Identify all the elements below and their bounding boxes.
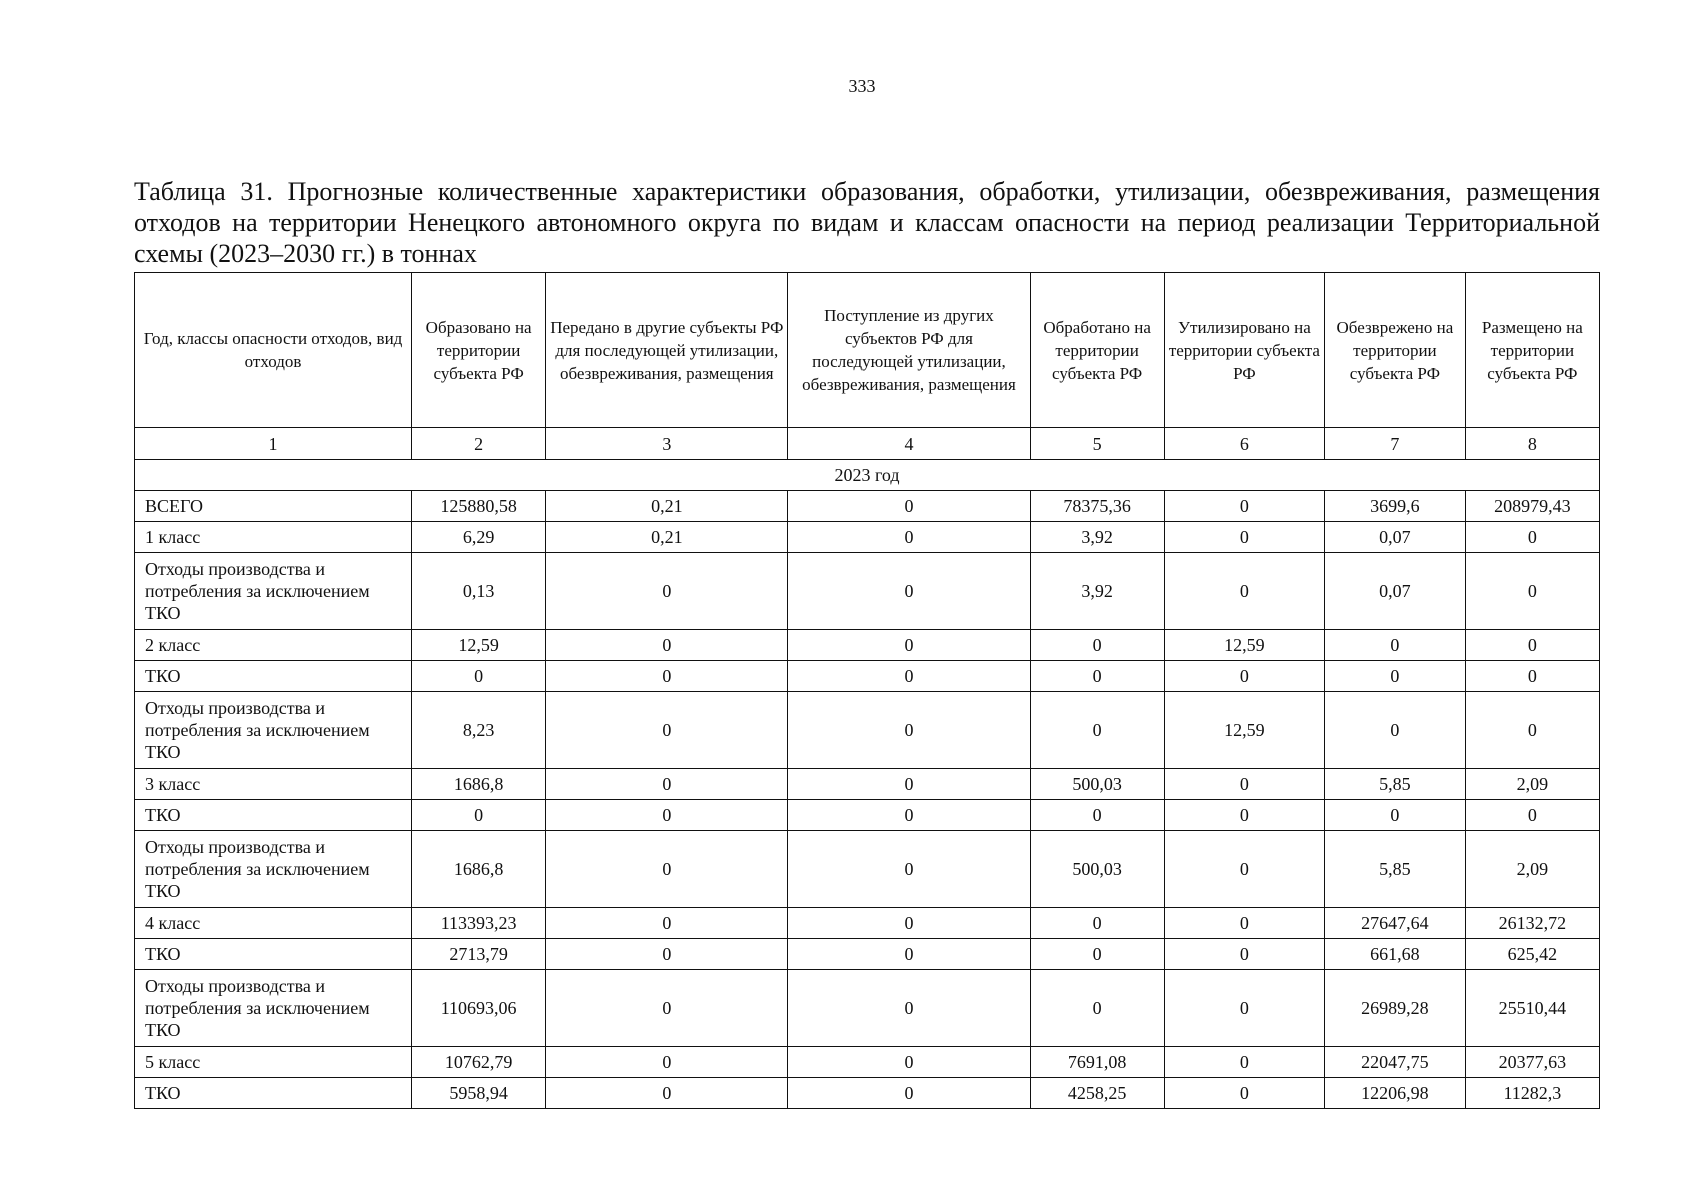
- table-row: [135, 769, 1600, 800]
- row-label-text: ТКО: [145, 805, 181, 825]
- table-row: [135, 553, 1600, 630]
- table-cell: 27647,64: [1325, 908, 1466, 939]
- table-cell: 11282,3: [1465, 1078, 1599, 1109]
- table-cell: 0: [1164, 1047, 1324, 1078]
- table-cell: 0: [1164, 491, 1324, 522]
- table-cell: 0: [788, 491, 1030, 522]
- column-number: 7: [1325, 428, 1466, 460]
- column-number-row: [135, 428, 1600, 460]
- table-cell: 0: [1325, 661, 1466, 692]
- table-row: [135, 630, 1600, 661]
- column-number: 3: [546, 428, 788, 460]
- table-cell: 2,09: [1465, 831, 1599, 908]
- table-cell: 0: [1164, 939, 1324, 970]
- table-cell: 3699,6: [1325, 491, 1466, 522]
- year-label: 2023 год: [135, 460, 1600, 491]
- table-cell: 0: [1030, 692, 1164, 769]
- table-cell: 0: [788, 630, 1030, 661]
- table-cell: 0: [1164, 970, 1324, 1047]
- table-cell: 0: [546, 970, 788, 1047]
- table-cell: 0: [1030, 661, 1164, 692]
- page-number: 333: [848, 76, 876, 96]
- row-label-text: 4 класс: [145, 913, 201, 933]
- table-cell: 0: [546, 553, 788, 630]
- table-cell: 500,03: [1030, 831, 1164, 908]
- row-label-text: 2 класс: [145, 635, 201, 655]
- row-label-text: ВСЕГО: [145, 496, 203, 516]
- row-label: [135, 1047, 412, 1078]
- row-label: [135, 831, 412, 908]
- row-label: [135, 970, 412, 1047]
- table-cell: 1686,8: [412, 769, 546, 800]
- table-row: [135, 831, 1600, 908]
- table-cell: 0: [546, 939, 788, 970]
- table-cell: 0: [788, 522, 1030, 553]
- table-cell: 0: [1465, 553, 1599, 630]
- row-label: [135, 692, 412, 769]
- row-label-text: ТКО: [145, 666, 181, 686]
- table-cell: 0: [1030, 970, 1164, 1047]
- table-cell: 20377,63: [1465, 1047, 1599, 1078]
- row-label-text: 3 класс: [145, 774, 201, 794]
- table-cell: 0: [1164, 1078, 1324, 1109]
- table-cell: 125880,58: [412, 491, 546, 522]
- table-row: [135, 661, 1600, 692]
- table-cell: 25510,44: [1465, 970, 1599, 1047]
- header-cell-8: Размещено на территории субъекта РФ: [1465, 273, 1599, 428]
- header-cell-3: Передано в другие субъекты РФ для последующей утилизации, обезвреживания, размещения: [546, 273, 788, 428]
- column-number: 6: [1164, 428, 1324, 460]
- table-cell: 3,92: [1030, 553, 1164, 630]
- table-cell: 0: [1465, 522, 1599, 553]
- table-cell: 0: [1164, 769, 1324, 800]
- table-cell: 78375,36: [1030, 491, 1164, 522]
- table-cell: 0: [788, 800, 1030, 831]
- table-cell: 0: [546, 908, 788, 939]
- table-cell: 0: [1164, 800, 1324, 831]
- table-cell: 500,03: [1030, 769, 1164, 800]
- header-row: [135, 273, 1600, 428]
- table-cell: 0: [1325, 692, 1466, 769]
- table-row: [135, 908, 1600, 939]
- table-row: [135, 522, 1600, 553]
- row-label: [135, 800, 412, 831]
- table-cell: 0: [1030, 800, 1164, 831]
- table-cell: 625,42: [1465, 939, 1599, 970]
- table-caption: Таблица 31. Прогнозные количественные характеристики образования, обработки, утилизации, обезвреживания, размещения отходов на территории Ненецкого автономного округа по видам и классам опасности на период реализации Территориальной схемы (2023–2030 гг.) в тоннах: [134, 177, 1600, 268]
- table-cell: 12,59: [1164, 692, 1324, 769]
- table-cell: 0: [788, 939, 1030, 970]
- column-number: 4: [788, 428, 1030, 460]
- column-number: 2: [412, 428, 546, 460]
- table-cell: 0: [1465, 692, 1599, 769]
- header-cell-6: Утилизировано на территории субъекта РФ: [1164, 273, 1324, 428]
- table-cell: 3,92: [1030, 522, 1164, 553]
- table-cell: 8,23: [412, 692, 546, 769]
- table-cell: 0: [412, 800, 546, 831]
- table-cell: 5958,94: [412, 1078, 546, 1109]
- table-cell: 0: [788, 1047, 1030, 1078]
- row-label: [135, 661, 412, 692]
- row-label: [135, 1078, 412, 1109]
- table-cell: 0: [1164, 553, 1324, 630]
- table-cell: 0: [1325, 630, 1466, 661]
- table-row: [135, 939, 1600, 970]
- table-cell: 661,68: [1325, 939, 1466, 970]
- row-label-text: ТКО: [145, 944, 181, 964]
- row-label-text: Отходы производства и потребления за исключением ТКО: [145, 698, 370, 762]
- table-cell: 0: [1030, 939, 1164, 970]
- table-cell: 110693,06: [412, 970, 546, 1047]
- table-cell: 0: [412, 661, 546, 692]
- row-label-text: ТКО: [145, 1083, 181, 1103]
- table-row: [135, 692, 1600, 769]
- row-label: [135, 939, 412, 970]
- header-cell-7: Обезврежено на территории субъекта РФ: [1325, 273, 1466, 428]
- table-cell: 5,85: [1325, 831, 1466, 908]
- table-cell: 0: [788, 1078, 1030, 1109]
- table-cell: 0: [1030, 630, 1164, 661]
- table-cell: 4258,25: [1030, 1078, 1164, 1109]
- row-label: [135, 630, 412, 661]
- table-cell: 5,85: [1325, 769, 1466, 800]
- row-label-text: Отходы производства и потребления за исключением ТКО: [145, 837, 370, 901]
- table-cell: 0: [1164, 908, 1324, 939]
- table-cell: 26132,72: [1465, 908, 1599, 939]
- header-cell-2: Образовано на территории субъекта РФ: [412, 273, 546, 428]
- table-cell: 0: [1030, 908, 1164, 939]
- table-cell: 0: [546, 769, 788, 800]
- table-cell: 0: [788, 970, 1030, 1047]
- table-row: [135, 800, 1600, 831]
- table-cell: 0: [1465, 630, 1599, 661]
- table-cell: 208979,43: [1465, 491, 1599, 522]
- table-cell: 0: [1164, 661, 1324, 692]
- row-label-text: 1 класс: [145, 527, 201, 547]
- table-cell: 26989,28: [1325, 970, 1466, 1047]
- row-label: [135, 908, 412, 939]
- table-cell: 1686,8: [412, 831, 546, 908]
- table-cell: 7691,08: [1030, 1047, 1164, 1078]
- year-row: [135, 460, 1600, 491]
- table-row: [135, 1047, 1600, 1078]
- table-cell: 0: [788, 661, 1030, 692]
- table-cell: 0: [1164, 522, 1324, 553]
- row-label: [135, 491, 412, 522]
- column-number: 5: [1030, 428, 1164, 460]
- table-cell: 0: [546, 692, 788, 769]
- column-number: 1: [135, 428, 412, 460]
- table-cell: 0: [546, 1078, 788, 1109]
- table-cell: 0: [788, 692, 1030, 769]
- table-cell: 0: [788, 908, 1030, 939]
- table-cell: 0,21: [546, 491, 788, 522]
- table-cell: 0: [1164, 831, 1324, 908]
- table-cell: 2713,79: [412, 939, 546, 970]
- table-row: [135, 970, 1600, 1047]
- table-cell: 0: [788, 769, 1030, 800]
- row-label: [135, 553, 412, 630]
- table-cell: 2,09: [1465, 769, 1599, 800]
- table-cell: 0: [546, 661, 788, 692]
- table-cell: 12,59: [1164, 630, 1324, 661]
- table-cell: 0: [788, 831, 1030, 908]
- header-cell-5: Обработано на территории субъекта РФ: [1030, 273, 1164, 428]
- header-cell-4: Поступление из других субъектов РФ для последующей утилизации, обезвреживания, размещения: [788, 273, 1030, 428]
- table-cell: 0,13: [412, 553, 546, 630]
- table-row: [135, 491, 1600, 522]
- table-cell: 0: [788, 553, 1030, 630]
- table-cell: 0,07: [1325, 522, 1466, 553]
- table-row: [135, 1078, 1600, 1109]
- table-cell: 12,59: [412, 630, 546, 661]
- row-label-text: 5 класс: [145, 1052, 201, 1072]
- row-label: [135, 769, 412, 800]
- table-cell: 0: [546, 1047, 788, 1078]
- table-cell: 113393,23: [412, 908, 546, 939]
- table-cell: 0: [1465, 661, 1599, 692]
- table-cell: 0,21: [546, 522, 788, 553]
- table-cell: 0,07: [1325, 553, 1466, 630]
- table-cell: 0: [1325, 800, 1466, 831]
- header-cell-1: Год, классы опасности отходов, вид отходов: [135, 273, 412, 428]
- table-cell: 0: [546, 630, 788, 661]
- table-cell: 22047,75: [1325, 1047, 1466, 1078]
- table-cell: 10762,79: [412, 1047, 546, 1078]
- row-label-text: Отходы производства и потребления за исключением ТКО: [145, 559, 370, 623]
- table-cell: 12206,98: [1325, 1078, 1466, 1109]
- table-cell: 0: [546, 800, 788, 831]
- table-cell: 0: [1465, 800, 1599, 831]
- column-number: 8: [1465, 428, 1599, 460]
- waste-forecast-table: [134, 272, 1600, 1109]
- row-label: [135, 522, 412, 553]
- row-label-text: Отходы производства и потребления за исключением ТКО: [145, 976, 370, 1040]
- table-cell: 6,29: [412, 522, 546, 553]
- table-cell: 0: [546, 831, 788, 908]
